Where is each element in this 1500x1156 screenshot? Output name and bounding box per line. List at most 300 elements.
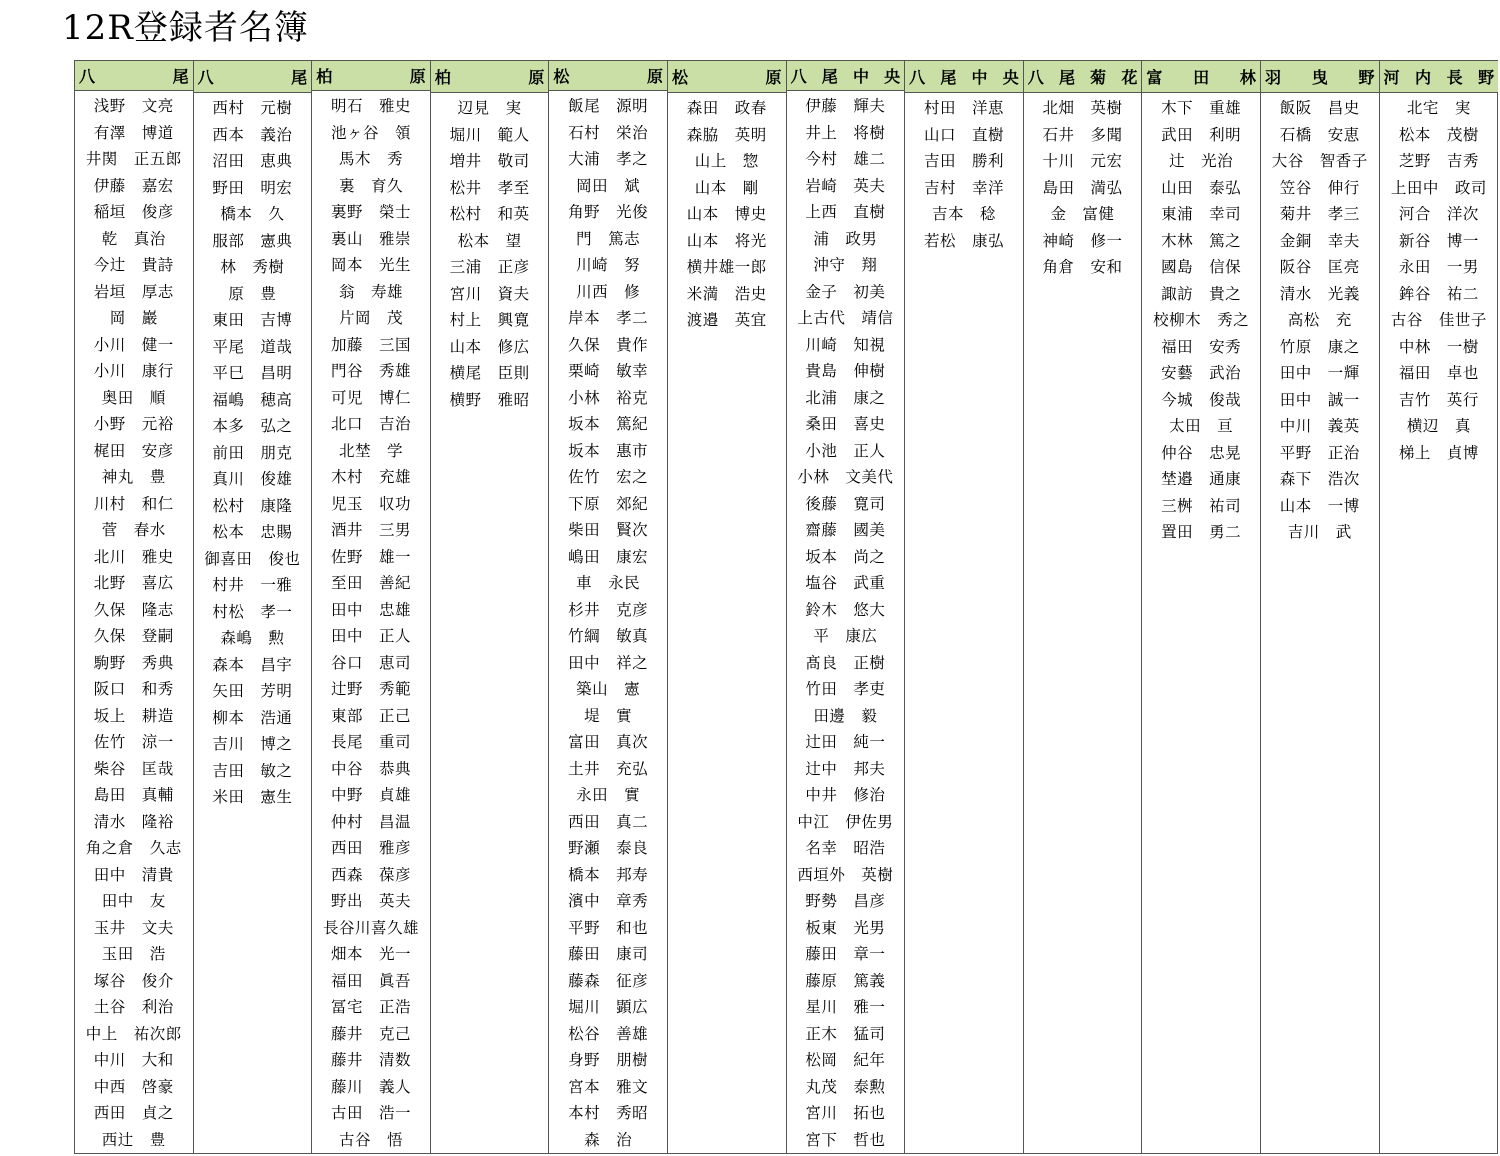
column-header-char: 尾: [821, 67, 838, 86]
roster-column: [75, 61, 194, 1153]
name-entry: 中西 啓豪: [93, 1077, 174, 1096]
name-entry: 石橋 安恵: [1279, 125, 1360, 144]
name-entry: 笠谷 伸行: [1279, 178, 1360, 197]
roster-column: [1142, 61, 1261, 1153]
name-entry: 北埜 学: [338, 441, 403, 460]
name-entry: 新谷 博一: [1398, 231, 1479, 250]
name-entry: 久保 貴作: [568, 335, 649, 354]
name-entry: 坂本 篤紀: [568, 415, 649, 433]
name-entry: 正木 猛司: [805, 1024, 886, 1043]
name-entry: 米田 憲生: [212, 788, 293, 806]
name-entry: 岩崎 英夫: [805, 176, 886, 195]
name-entry: 山本 一博: [1279, 496, 1360, 515]
column-header-char: 林: [1239, 68, 1256, 87]
name-entry: 本多 弘之: [212, 417, 293, 435]
column-header-char: 柏: [316, 67, 333, 86]
name-entry: 桑田 喜史: [805, 415, 886, 433]
name-entry: 土谷 利治: [93, 998, 174, 1016]
name-entry: 上田中 政司: [1390, 178, 1487, 197]
name-entry: 石井 多聞: [1042, 125, 1123, 144]
name-entry: 清水 光義: [1279, 284, 1360, 303]
name-entry: 可児 博仁: [330, 388, 411, 407]
name-entry: 長谷川喜久雄: [322, 918, 419, 937]
name-list: [312, 91, 430, 1153]
name-entry: 後藤 寛司: [805, 494, 886, 513]
name-entry: 塚谷 俊介: [93, 971, 174, 990]
column-header-char: 尾: [1058, 68, 1075, 87]
name-entry: 裏 育久: [338, 176, 403, 195]
column-header: [1380, 61, 1499, 93]
name-entry: 佐竹 宏之: [568, 468, 649, 486]
name-entry: 辻中 邦夫: [805, 759, 886, 778]
name-entry: 横野 雅昭: [449, 390, 530, 409]
column-header-char: 中: [852, 67, 869, 86]
column-header-char: 野: [1358, 68, 1375, 87]
name-entry: 久保 隆志: [93, 600, 174, 619]
column-header-char: 柏: [434, 68, 451, 87]
name-entry: 中川 義英: [1279, 417, 1360, 435]
name-entry: 林 秀樹: [220, 258, 285, 276]
name-entry: 宮川 資夫: [449, 284, 530, 303]
name-entry: 佐野 雄一: [330, 547, 411, 566]
name-entry: 矢田 芳明: [212, 682, 293, 700]
name-entry: 至田 善紀: [330, 574, 411, 592]
name-entry: 辻 光治: [1169, 152, 1234, 170]
name-entry: 田中 忠雄: [330, 600, 411, 619]
name-entry: 西村 元樹: [212, 99, 293, 117]
column-header-char: 原: [409, 67, 426, 86]
name-entry: 乾 真治: [101, 229, 166, 248]
name-entry: 馬木 秀: [338, 150, 403, 168]
name-entry: 平尾 道哉: [212, 337, 293, 356]
name-entry: 飯阪 昌史: [1279, 99, 1360, 117]
name-list: [194, 93, 312, 811]
name-entry: 堀川 範人: [449, 125, 530, 144]
column-header: [312, 61, 430, 91]
name-entry: 森本 昌宇: [212, 655, 293, 674]
name-entry: 村上 興寛: [449, 311, 530, 329]
roster-column: [787, 61, 906, 1153]
name-entry: 杉井 克彦: [568, 600, 649, 619]
name-entry: 藤田 康司: [568, 945, 649, 963]
name-entry: 北浦 康之: [805, 388, 886, 407]
name-entry: 石村 栄治: [568, 123, 649, 142]
name-entry: 角野 光俊: [568, 203, 649, 221]
name-entry: 藤井 克己: [330, 1024, 411, 1043]
name-entry: 奥田 順: [101, 388, 166, 407]
name-entry: 菊井 孝三: [1279, 205, 1360, 223]
name-entry: 浦 政男: [813, 229, 878, 248]
name-entry: 坂本 惠市: [568, 441, 649, 460]
column-header-char: 央: [884, 67, 901, 86]
name-entry: 坂本 尚之: [805, 547, 886, 566]
name-entry: 吉川 武: [1287, 523, 1352, 541]
column-header: [1142, 61, 1260, 93]
name-entry: 梯上 貞博: [1398, 443, 1479, 462]
column-header-char: 原: [646, 67, 663, 86]
name-entry: 三桝 祐司: [1161, 496, 1242, 515]
name-entry: 清水 隆裕: [93, 812, 174, 831]
name-entry: 辺見 実: [457, 99, 522, 117]
column-header-char: 松: [553, 67, 570, 86]
name-entry: 田中 正人: [330, 627, 411, 645]
column-header-char: 長: [1446, 68, 1463, 87]
name-entry: 宮下 哲也: [805, 1130, 886, 1149]
name-entry: 阪谷 匡亮: [1279, 258, 1360, 276]
name-entry: 村田 洋恵: [923, 99, 1004, 117]
name-entry: 浅野 文亮: [93, 97, 174, 115]
name-entry: 井上 将樹: [805, 123, 886, 142]
name-entry: 野田 明宏: [212, 178, 293, 197]
name-entry: 今村 雄二: [805, 150, 886, 168]
name-entry: 東部 正己: [330, 706, 411, 725]
name-entry: 藤井 清数: [330, 1051, 411, 1069]
name-entry: 佐竹 涼一: [93, 733, 174, 751]
name-entry: 島田 満弘: [1042, 178, 1123, 197]
name-entry: 橋本 邦寿: [568, 865, 649, 884]
name-entry: 村松 孝一: [212, 602, 293, 621]
name-entry: 福田 安秀: [1161, 337, 1242, 356]
name-entry: 北口 吉治: [330, 415, 411, 433]
name-entry: 森嶋 勲: [220, 629, 285, 647]
name-entry: 中井 修治: [805, 786, 886, 804]
page-title: 12R登録者名簿: [62, 8, 309, 48]
name-entry: 東浦 幸司: [1161, 205, 1242, 223]
name-entry: 有澤 博道: [93, 123, 174, 142]
name-entry: 森田 政春: [686, 99, 767, 117]
column-header-char: 原: [765, 68, 782, 87]
column-header-char: 羽: [1264, 68, 1281, 87]
name-entry: 身野 朋樹: [568, 1051, 649, 1069]
name-entry: 野出 英夫: [330, 892, 411, 910]
name-entry: 今辻 貴詩: [93, 256, 174, 274]
name-entry: 濱中 章秀: [568, 892, 649, 910]
column-header-char: 菊: [1090, 68, 1107, 87]
name-entry: 小野 元裕: [93, 415, 174, 433]
name-entry: 高松 充: [1287, 311, 1352, 329]
name-entry: 横井雄一郎: [686, 258, 767, 276]
column-header: [787, 61, 905, 91]
name-entry: 児玉 収功: [330, 494, 411, 513]
column-header-char: 原: [528, 68, 545, 87]
name-entry: 山本 将光: [686, 231, 767, 250]
column-header: [194, 61, 312, 93]
name-entry: 宮本 雅文: [568, 1077, 649, 1096]
column-header-char: 尾: [291, 68, 308, 87]
name-entry: 星川 雅一: [805, 998, 886, 1016]
name-entry: 川村 和仁: [93, 494, 174, 513]
name-entry: 岡 巖: [109, 309, 158, 327]
name-entry: 阪口 和秀: [93, 680, 174, 698]
name-entry: 西垣外 英樹: [797, 865, 894, 884]
name-entry: 飯尾 源明: [568, 97, 649, 115]
name-entry: 御喜田 俊也: [204, 549, 301, 568]
name-entry: 北宅 実: [1406, 99, 1471, 117]
name-entry: 服部 憲典: [212, 231, 293, 250]
roster-table: [74, 60, 1498, 1154]
column-header-char: 野: [1478, 68, 1495, 87]
column-header-char: 八: [79, 67, 96, 86]
name-entry: 竹原 康之: [1279, 337, 1360, 356]
name-entry: 金子 初美: [805, 282, 886, 301]
name-entry: 藤田 章一: [805, 945, 886, 963]
name-entry: 翁 寿雄: [338, 282, 403, 301]
name-entry: 松岡 紀年: [805, 1051, 886, 1069]
name-entry: 木下 重雄: [1161, 99, 1242, 117]
name-entry: 山本 剛: [694, 178, 759, 197]
name-entry: 大谷 智香子: [1271, 152, 1368, 170]
name-entry: 上西 直樹: [805, 203, 886, 221]
name-entry: 金 富健: [1050, 205, 1115, 223]
name-entry: 竹綱 敏真: [568, 627, 649, 645]
name-entry: 神丸 豊: [101, 468, 166, 486]
name-entry: 塩谷 武重: [805, 574, 886, 592]
name-entry: 嶋田 康宏: [568, 547, 649, 566]
column-header: [75, 61, 193, 91]
name-entry: 板東 光男: [805, 918, 886, 937]
name-entry: 鉾谷 祐二: [1398, 284, 1479, 303]
name-entry: 井関 正五郎: [85, 150, 182, 168]
name-entry: 田中 誠一: [1279, 390, 1360, 409]
name-entry: 角倉 安和: [1042, 258, 1123, 276]
name-entry: 田邊 毅: [813, 706, 878, 725]
name-entry: 長尾 重司: [330, 733, 411, 751]
name-entry: 埜邉 通康: [1161, 470, 1242, 488]
name-entry: 築山 憲: [576, 680, 641, 698]
name-entry: 諏訪 貴之: [1161, 284, 1242, 303]
name-entry: 菅 春水: [101, 521, 166, 539]
name-entry: 玉井 文夫: [93, 918, 174, 937]
name-entry: 仲村 昌温: [330, 812, 411, 831]
name-entry: 西森 葆彦: [330, 865, 411, 884]
name-list: [75, 91, 193, 1153]
name-entry: 田中 一輝: [1279, 364, 1360, 382]
roster-column: [1380, 61, 1499, 1153]
name-entry: 藤原 篤義: [805, 971, 886, 990]
name-list: [1261, 93, 1379, 546]
name-entry: 古田 浩一: [330, 1104, 411, 1122]
name-entry: 平野 正治: [1279, 443, 1360, 462]
name-entry: 島田 真輔: [93, 786, 174, 804]
name-entry: 横辺 真: [1406, 417, 1471, 435]
column-header-char: 富: [1146, 68, 1163, 87]
name-entry: 中上 祐次郎: [85, 1024, 182, 1043]
name-entry: 森 治: [584, 1130, 633, 1149]
name-entry: 明石 雅史: [330, 97, 411, 115]
name-list: [431, 93, 549, 413]
name-entry: 中林 一樹: [1398, 337, 1479, 356]
name-entry: 小林 文美代: [797, 468, 894, 486]
name-entry: 髙良 正樹: [805, 653, 886, 672]
name-entry: 松本 忠賜: [212, 523, 293, 541]
name-entry: 吉竹 英行: [1398, 390, 1479, 409]
name-entry: 武田 利明: [1161, 125, 1242, 144]
name-entry: 本村 秀昭: [568, 1104, 649, 1122]
name-entry: 中谷 恭典: [330, 759, 411, 778]
name-entry: 北畑 英樹: [1042, 99, 1123, 117]
name-entry: 若松 康弘: [923, 231, 1004, 250]
name-entry: 平巳 昌明: [212, 364, 293, 382]
name-entry: 田中 友: [101, 892, 166, 910]
name-entry: 宮川 拓也: [805, 1104, 886, 1122]
column-header-char: 尾: [940, 68, 957, 87]
name-entry: 村井 一雅: [212, 576, 293, 594]
column-header-char: 八: [909, 68, 926, 87]
name-entry: 伊藤 嘉宏: [93, 176, 174, 195]
name-entry: 名幸 昭浩: [805, 839, 886, 857]
name-list: [905, 93, 1023, 254]
roster-column: [905, 61, 1024, 1153]
name-entry: 芝野 吉秀: [1398, 152, 1479, 170]
name-entry: 松井 孝至: [449, 178, 530, 197]
name-entry: 國島 信保: [1161, 258, 1242, 276]
name-entry: 松本 望: [457, 231, 522, 250]
column-header-char: 松: [671, 68, 688, 87]
roster-column: [194, 61, 313, 1153]
name-entry: 柳本 浩通: [212, 708, 293, 727]
name-entry: 下原 郊紀: [568, 494, 649, 513]
name-entry: 久保 登嗣: [93, 627, 174, 645]
column-header-char: 八: [790, 67, 807, 86]
name-entry: 川西 修: [576, 282, 641, 301]
name-entry: 福田 卓也: [1398, 364, 1479, 382]
name-entry: 沼田 恵典: [212, 152, 293, 170]
name-entry: 平野 和也: [568, 918, 649, 937]
name-entry: 金銅 幸夫: [1279, 231, 1360, 250]
name-entry: 松谷 善雄: [568, 1024, 649, 1043]
name-entry: 吉田 敏之: [212, 761, 293, 780]
name-entry: 岡田 斌: [576, 176, 641, 195]
column-header-char: 央: [1002, 68, 1019, 87]
name-entry: 永田 實: [576, 786, 641, 804]
name-entry: 上古代 靖信: [797, 309, 894, 327]
name-entry: 木林 篤之: [1161, 231, 1242, 250]
name-entry: 小池 正人: [805, 441, 886, 460]
name-entry: 福田 眞吾: [330, 971, 411, 990]
name-entry: 岩垣 厚志: [93, 282, 174, 301]
name-entry: 校柳木 秀之: [1153, 311, 1250, 329]
name-entry: 橋本 久: [220, 205, 285, 223]
name-entry: 真川 俊雄: [212, 470, 293, 488]
name-entry: 齋藤 國美: [805, 521, 886, 539]
name-entry: 西本 義治: [212, 125, 293, 144]
name-entry: 吉村 幸洋: [923, 178, 1004, 197]
name-entry: 横尾 臣則: [449, 364, 530, 382]
name-entry: 玉田 浩: [101, 945, 166, 963]
name-entry: 松本 茂樹: [1398, 125, 1479, 144]
name-entry: 永田 一男: [1398, 258, 1479, 276]
name-entry: 岸本 孝二: [568, 309, 649, 327]
name-entry: 柴谷 匡哉: [93, 759, 174, 778]
column-header: [1261, 61, 1379, 93]
name-entry: 沖守 翔: [813, 256, 878, 274]
column-header-char: 河: [1383, 68, 1400, 87]
name-entry: 竹田 孝吏: [805, 680, 886, 698]
name-entry: 西田 雅彦: [330, 839, 411, 857]
name-entry: 鈴木 悠大: [805, 600, 886, 619]
name-entry: 米満 浩史: [686, 284, 767, 303]
name-entry: 西辻 豊: [101, 1130, 166, 1149]
name-entry: 東田 吉博: [212, 311, 293, 329]
column-header-char: 八: [1027, 68, 1044, 87]
column-header-char: 八: [197, 68, 214, 87]
column-header-char: 田: [1193, 68, 1210, 87]
name-entry: 片岡 茂: [338, 309, 403, 327]
name-entry: 柴田 賢次: [568, 521, 649, 539]
name-entry: 池ヶ谷 領: [330, 123, 411, 142]
name-entry: 三浦 正彦: [449, 258, 530, 276]
name-entry: 吉田 勝利: [923, 152, 1004, 170]
name-entry: 裏野 榮士: [330, 203, 411, 221]
name-entry: 北川 雅史: [93, 547, 174, 566]
name-entry: 中川 大和: [93, 1051, 174, 1069]
column-header-char: 中: [971, 68, 988, 87]
name-entry: 河合 洋次: [1398, 205, 1479, 223]
name-entry: 冨宅 正浩: [330, 998, 411, 1016]
name-entry: 今城 俊哉: [1161, 390, 1242, 409]
roster-column: [668, 61, 787, 1153]
name-entry: 北野 喜広: [93, 574, 174, 592]
name-entry: 貴島 伸樹: [805, 362, 886, 380]
name-entry: 富田 真次: [568, 733, 649, 751]
column-header: [668, 61, 786, 93]
name-entry: 安藝 武治: [1161, 364, 1242, 382]
name-entry: 木村 充雄: [330, 468, 411, 486]
name-entry: 原 豊: [228, 284, 277, 303]
name-entry: 小川 健一: [93, 335, 174, 354]
name-entry: 置田 勇二: [1161, 523, 1242, 541]
roster-column: [312, 61, 431, 1153]
name-entry: 十川 元宏: [1042, 152, 1123, 170]
name-entry: 太田 亘: [1169, 417, 1234, 435]
name-entry: 栗崎 敏幸: [568, 362, 649, 380]
column-header: [905, 61, 1023, 93]
column-header: [431, 61, 549, 93]
name-entry: 田中 清貴: [93, 865, 174, 884]
name-entry: 丸茂 泰勲: [805, 1077, 886, 1096]
column-header-char: 尾: [172, 67, 189, 86]
name-entry: 古谷 佳世子: [1390, 311, 1487, 329]
name-entry: 酒井 三男: [330, 521, 411, 539]
name-entry: 増井 敬司: [449, 152, 530, 170]
name-entry: 仲谷 忠晃: [1161, 443, 1242, 462]
name-entry: 松村 康隆: [212, 496, 293, 515]
name-entry: 裏山 雅崇: [330, 229, 411, 248]
name-entry: 平 康広: [813, 627, 878, 645]
name-entry: 坂上 耕造: [93, 706, 174, 725]
name-entry: 小林 裕克: [568, 388, 649, 407]
name-entry: 梶田 安彦: [93, 441, 174, 460]
roster-column: [549, 61, 668, 1153]
name-entry: 藤森 征彦: [568, 971, 649, 990]
name-entry: 古谷 悟: [338, 1130, 403, 1149]
name-entry: 吉川 博之: [212, 735, 293, 753]
roster-column: [431, 61, 550, 1153]
column-header: [549, 61, 667, 91]
name-entry: 川崎 知視: [805, 335, 886, 354]
roster-column: [1261, 61, 1380, 1153]
name-entry: 大浦 孝之: [568, 150, 649, 168]
name-entry: 山本 修広: [449, 337, 530, 356]
name-entry: 中野 貞雄: [330, 786, 411, 804]
name-list: [1380, 93, 1499, 466]
name-entry: 堀川 顕広: [568, 998, 649, 1016]
name-entry: 伊藤 輝夫: [805, 97, 886, 115]
name-entry: 神崎 修一: [1042, 231, 1123, 250]
name-entry: 加藤 三国: [330, 335, 411, 354]
name-entry: 前田 朋克: [212, 443, 293, 462]
name-entry: 西田 真二: [568, 812, 649, 831]
